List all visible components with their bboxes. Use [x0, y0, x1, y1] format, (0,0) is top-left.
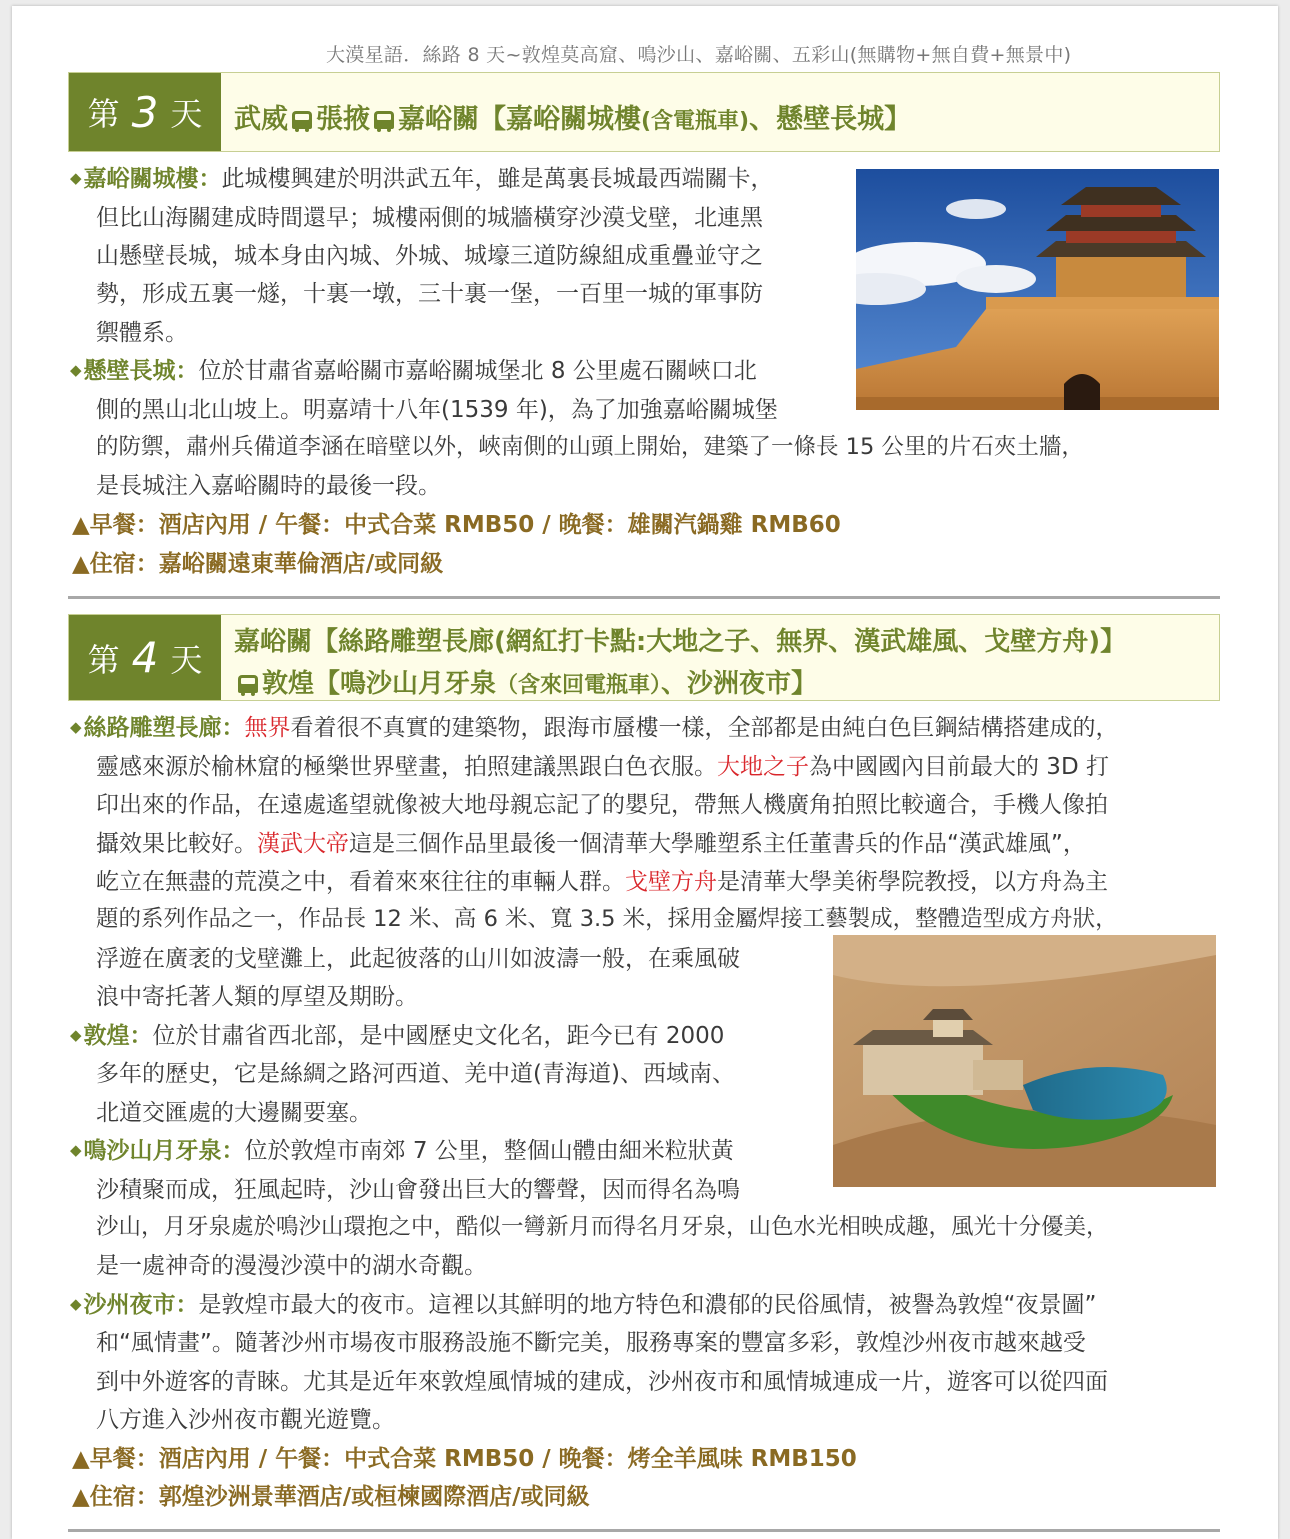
- item-text-line: 勢，形成五裏一燧，十裏一墩，三十裏一堡，一百里一城的軍事防: [96, 281, 763, 307]
- item-dunhuang-line: [70, 1017, 724, 1050]
- item-text-line: 沙山，月牙泉處於鳴沙山環抱之中，酷似一彎新月而得名月牙泉，山色水光相映成趣，風光十分優美，: [96, 1214, 1109, 1240]
- item-text-line: 山懸壁長城，城本身由內城、外城、城壕三道防線組成重疊並守之: [96, 243, 763, 269]
- item-text-line: 但比山海關建成時間還早；城樓兩側的城牆橫穿沙漠戈壁，北連黑: [96, 205, 763, 231]
- jiayuguan-tower-photo: [856, 169, 1219, 410]
- item-text-line: 側的黑山北山坡上。明嘉靖十八年(1539 年)，為了加強嘉峪關城堡: [96, 397, 778, 423]
- item-text: 位於甘肅省西北部，是中國歷史文化名，距今已有 2000: [152, 1023, 725, 1049]
- item-mingsha-line: [70, 1132, 734, 1165]
- item-text: 這是三個作品里最後一個清華大學雕塑系主任董書兵的作品“漢武雄風”，: [349, 831, 1086, 857]
- item-text-line: 沙積聚而成，狂風起時，沙山會發出巨大的響聲，因而得名為鳴: [96, 1177, 740, 1203]
- item-text: 靈感來源於榆林窟的極樂世界壁畫，拍照建議黑跟白色衣服。: [96, 754, 717, 780]
- item-term: 沙州夜市：: [83, 1292, 199, 1318]
- item-text: 看着很不真實的建築物，跟海市蜃樓一樣，全部都是由純白色巨鋼結構搭建成的，: [290, 715, 1119, 741]
- day3-label: [69, 73, 221, 151]
- item-xuanbi-line: [70, 352, 757, 385]
- day-number: 4: [131, 633, 159, 682]
- day-suffix: 天: [170, 640, 203, 679]
- item-term: 鳴沙山月牙泉：: [83, 1138, 245, 1164]
- highlight-text: 戈壁方舟: [625, 869, 717, 895]
- bullet-icon: ◆: [70, 361, 82, 379]
- item-text-line: [96, 825, 1086, 858]
- day4-label: [69, 615, 221, 700]
- day3-meal: ▲早餐：酒店內用 / 午餐：中式合菜 RMB50 / 晚餐：雄關汽鍋雞 RMB60: [72, 512, 841, 538]
- title-segment: 嘉峪關【嘉峪關城樓: [398, 104, 641, 135]
- item-sculpture-line: [70, 709, 1119, 742]
- title-segment: 張掖: [316, 104, 370, 135]
- item-text-line: 浮遊在廣袤的戈壁灘上，此起彼落的山川如波濤一般，在乘風破: [96, 946, 740, 972]
- bullet-icon: ◆: [70, 169, 82, 187]
- item-text-line: [96, 863, 1108, 896]
- day4-meal: ▲早餐：酒店內用 / 午餐：中式合菜 RMB50 / 晚餐：烤全羊風味 RMB150: [72, 1446, 857, 1472]
- item-text: 為中國國內目前最大的 3D 打: [809, 754, 1109, 780]
- highlight-text: 大地之子: [717, 754, 809, 780]
- item-text-line: 印出來的作品，在遠處遙望就像被大地母親忘記了的嬰兒，帶無人機廣角拍照比較適合，手機人像拍: [96, 792, 1108, 818]
- bullet-icon: ◆: [70, 718, 82, 736]
- item-text: 位於敦煌市南郊 7 公里，整個山體由細米粒狀黃: [244, 1138, 734, 1164]
- highlight-text: 無界: [244, 715, 291, 741]
- item-term: 懸壁長城：: [83, 358, 199, 384]
- item-text: 是敦煌市最大的夜市。這裡以其鮮明的地方特色和濃郁的民俗風情，被譽為敦煌“夜景圖”: [198, 1292, 1097, 1318]
- bus-icon: [374, 111, 394, 129]
- item-text-line: 北道交匯處的大邊關要塞。: [96, 1100, 372, 1126]
- item-text: 此城樓興建於明洪武五年，雖是萬裏長城最西端關卡，: [221, 166, 774, 192]
- highlight-text: 漢武大帝: [257, 831, 349, 857]
- item-term: 絲路雕塑長廊：: [83, 715, 245, 741]
- day-prefix: 第: [87, 640, 120, 679]
- title-segment: 、懸壁長城】: [749, 104, 912, 135]
- item-text: 位於甘肅省嘉峪關市嘉峪關城堡北 8 公里處石關峽口北: [198, 358, 757, 384]
- item-term: 敦煌：: [83, 1023, 153, 1049]
- item-text-line: 禦體系。: [96, 320, 188, 346]
- item-text-line: 和“風情畫”。隨著沙州市場夜市服務設施不斷完美，服務專案的豐富多彩，敦煌沙州夜市越來越受: [96, 1330, 1086, 1356]
- day-prefix: 第: [87, 95, 120, 133]
- day3-title: [234, 97, 1209, 136]
- bullet-icon: ◆: [70, 1295, 82, 1313]
- title-segment: 敦煌【鳴沙山月牙泉: [262, 669, 497, 699]
- item-term: 嘉峪關城樓：: [83, 166, 222, 192]
- bullet-icon: ◆: [70, 1026, 82, 1044]
- day-number: 3: [131, 87, 159, 137]
- section-divider: [68, 1529, 1220, 1532]
- day4-title-box: [68, 614, 1220, 701]
- day3-title-box: [68, 72, 1220, 152]
- day4-title-line1: 嘉峪關【絲路雕塑長廊(網紅打卡點:大地之子、無界、漢武雄風、戈壁方舟)】: [234, 627, 1127, 657]
- item-text: 屹立在無盡的荒漠之中，看着來來往往的車輛人群。: [96, 869, 625, 895]
- item-text-line: 是長城注入嘉峪關時的最後一段。: [96, 473, 441, 499]
- title-segment: 、沙洲夜市】: [661, 669, 818, 699]
- day4-stay: ▲住宿：郭煌沙洲景華酒店/或桓楝國際酒店/或同級: [72, 1484, 590, 1510]
- item-text-line: 浪中寄托著人類的厚望及期盼。: [96, 984, 418, 1010]
- item-text-line: [96, 748, 1109, 781]
- item-shazhou-line: [70, 1286, 1096, 1319]
- item-text-line: 到中外遊客的青睞。尤其是近年來敦煌風情城的建成，沙州夜市和風情城連成一片，遊客可以從四面: [96, 1369, 1108, 1395]
- item-text-line: 八方進入沙州夜市觀光遊覽。: [96, 1407, 395, 1433]
- bus-icon: [238, 675, 258, 693]
- bus-icon: [292, 111, 312, 129]
- title-segment: (含電瓶車): [641, 109, 750, 134]
- item-text-line: 多年的歷史，它是絲綢之路河西道、羌中道(青海道)、西域南、: [96, 1061, 735, 1087]
- item-text: 是清華大學美術學院教授，以方舟為主: [717, 869, 1108, 895]
- day-suffix: 天: [170, 95, 203, 133]
- title-segment: （含來回電瓶車）: [496, 673, 662, 698]
- bullet-icon: ◆: [70, 1141, 82, 1159]
- item-text-line: 是一處神奇的漫漫沙漠中的湖水奇觀。: [96, 1253, 487, 1279]
- title-segment: 武威: [234, 104, 288, 135]
- section-divider: [68, 596, 1220, 599]
- day4-title-line2: [234, 663, 1209, 700]
- day3-stay: ▲住宿：嘉峪關遠東華倫酒店/或同級: [72, 551, 444, 577]
- item-text: 攝效果比較好。: [96, 831, 257, 857]
- document-header: 大漠星語．絲路 8 天~敦煌莫高窟、鳴沙山、嘉峪關、五彩山(無購物+無自費+無景中): [326, 44, 1072, 66]
- item-text-line: 題的系列作品之一，作品長 12 米、高 6 米、寬 3.5 米，採用金屬焊接工藝製成，整體造型成方舟狀，: [96, 906, 1118, 932]
- item-jiayuguan-line: [70, 160, 774, 193]
- crescent-lake-photo: [833, 935, 1216, 1187]
- item-text-line: 的防禦，肅州兵備道李涵在暗壁以外，峽南側的山頭上開始，建築了一條長 15 公里的片石夾土牆，: [96, 434, 1084, 460]
